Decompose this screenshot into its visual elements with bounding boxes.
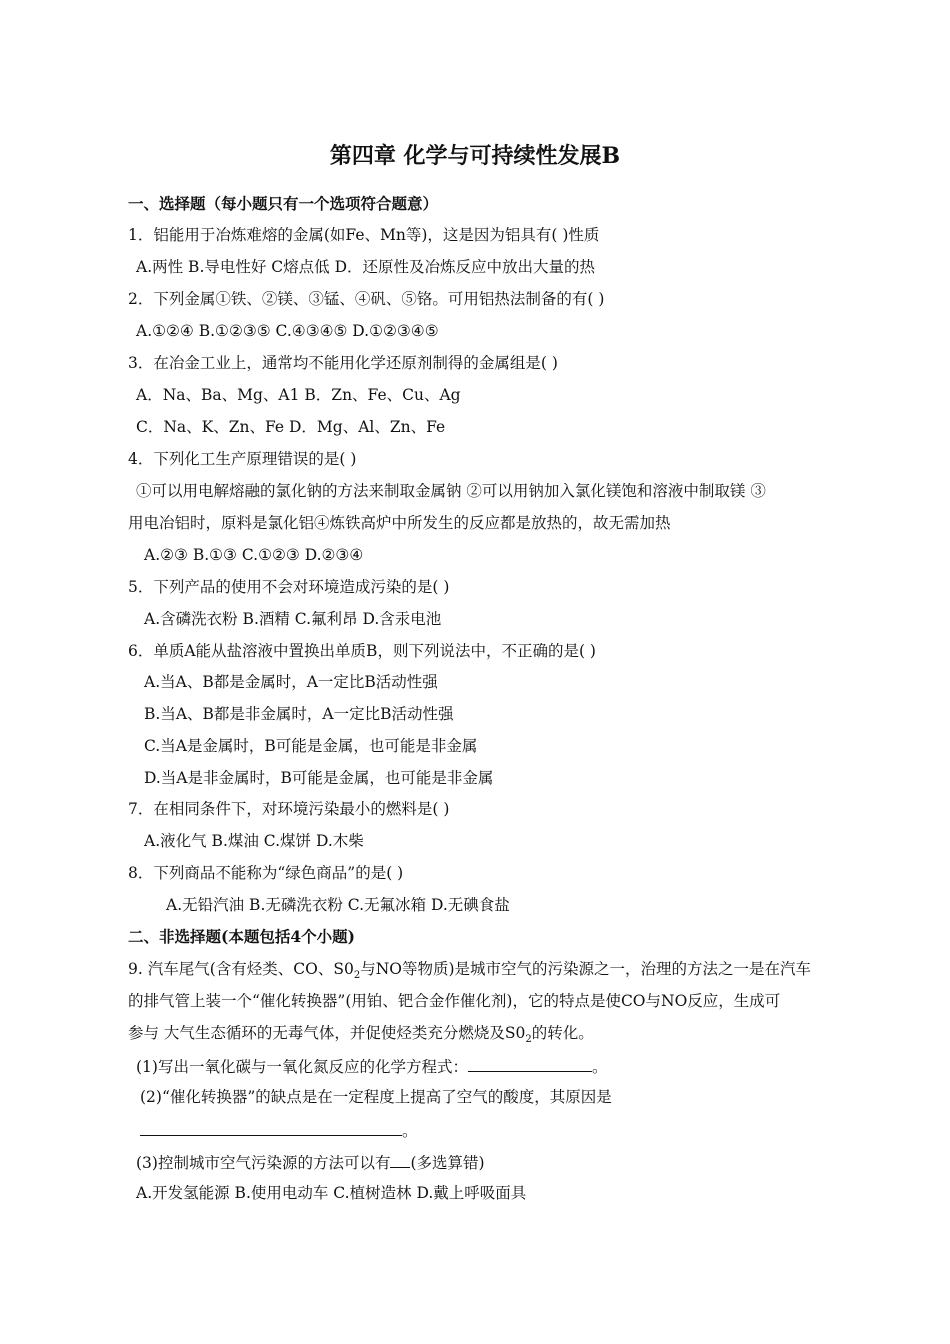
question-6-stem: 6．单质A能从盐溶液中置换出单质B，则下列说法中，不正确的是( )	[128, 642, 596, 660]
question-9-line2: 的排气管上装一个“催化转换器”(用铂、钯合金作催化剂)，它的特点是使CO与NO反应，生成可	[128, 992, 781, 1010]
page-title: 第四章 化学与可持续性发展B	[329, 143, 621, 169]
question-8-options: A.无铅汽油 B.无磷洗衣粉 C.无氟冰箱 D.无碘食盐	[166, 896, 510, 914]
question-7-options: A.液化气 B.煤油 C.煤饼 D.木柴	[144, 832, 364, 850]
subquestion-1-text: (1)写出一氧化碳与一氧化氮反应的化学方程式：	[136, 1058, 468, 1076]
question-5-options: A.含磷洗衣粉 B.酒精 C.氟利昂 D.含汞电池	[144, 610, 442, 628]
question-9-line1-text-a: 9. 汽车尾气(含有烃类、CO、S0	[128, 960, 354, 978]
question-6-option-d: D.当A是非金属时，B可能是金属，也可能是非金属	[144, 769, 494, 787]
question-3-stem: 3．在冶金工业上，通常均不能用化学还原剂制得的金属组是( )	[128, 354, 558, 372]
question-9-line1-text-b: 与NO等物质)是城市空气的污染源之一，治理的方法之一是在汽车	[360, 960, 812, 978]
section-heading-nonchoice: 二、非选择题(本题包括4个小题)	[128, 927, 355, 946]
question-5-stem: 5．下列产品的使用不会对环境造成污染的是( )	[128, 578, 450, 596]
section-heading-choice: 一、选择题（每小题只有一个选项符合题意）	[128, 194, 439, 213]
question-9-line3	[128, 1021, 594, 1045]
subquestion-1-end: 。	[591, 1058, 608, 1076]
subquestion-3-note: (多选算错)	[410, 1154, 485, 1172]
question-9-subquestion-2-answer	[140, 1117, 418, 1143]
subscript-2: 2	[353, 970, 361, 982]
question-4-body-line1: ①可以用电解熔融的氯化钠的方法来制取金属钠 ②可以用钠加入氯化镁饱和溶液中制取镁 ③	[136, 482, 766, 500]
question-9-subquestion-1	[136, 1053, 607, 1079]
question-9-subquestion-2: (2)“催化转换器”的缺点是在一定程度上提高了空气的酸度，其原因是	[140, 1088, 612, 1106]
subquestion-2-end: 。	[402, 1122, 418, 1140]
question-2-options: A.①②④ B.①②③⑤ C.④③④⑤ D.①②③④⑤	[136, 322, 439, 340]
question-6-option-c: C.当A是金属时，B可能是金属，也可能是非金属	[144, 737, 478, 755]
question-9-line3-text-a: 参与 大气生态循环的无毒气体，并促使烃类充分燃烧及S0	[128, 1024, 526, 1042]
question-8-stem: 8．下列商品不能称为“绿色商品”的是( )	[128, 864, 404, 882]
question-1-options: A.两性 B.导电性好 C熔点低 D．还原性及冶炼反应中放出大量的热	[136, 258, 596, 276]
question-2-stem: 2．下列金属①铁、②镁、③锰、④矾、⑤铬。可用铝热法制备的有( )	[128, 290, 605, 308]
question-4-stem: 4．下列化工生产原理错误的是( )	[128, 450, 357, 468]
question-6-option-a: A.当A、B都是金属时，A一定比B活动性强	[144, 673, 438, 691]
answer-blank-1[interactable]	[468, 1053, 592, 1072]
question-9-subquestion-3-options: A.开发氢能源 B.使用电动车 C.植树造林 D.戴上呼吸面具	[136, 1184, 527, 1202]
question-6-option-b: B.当A、B都是非金属时，A一定比B活动性强	[144, 705, 454, 723]
question-1-stem: 1．铝能用于冶炼难熔的金属(如Fe、Mn等)，这是因为铝具有( )性质	[128, 226, 600, 244]
subscript-2: 2	[525, 1034, 532, 1046]
question-9-line1	[128, 957, 811, 981]
question-9-line3-text-b: 的转化。	[531, 1024, 594, 1042]
question-7-stem: 7．在相同条件下，对环境污染最小的燃料是( )	[128, 800, 450, 818]
question-3-options-ab: A．Na、Ba、Mg、A1 B．Zn、Fe、Cu、Ag	[136, 386, 461, 404]
subquestion-3-text: (3)控制城市空气污染源的方法可以有	[136, 1154, 391, 1172]
question-3-options-cd: C．Na、K、Zn、Fe D．Mg、Al、Zn、Fe	[136, 418, 446, 436]
answer-blank-3[interactable]	[390, 1149, 410, 1168]
answer-blank-2[interactable]	[140, 1117, 402, 1136]
question-4-body-line2: 用电冶铝时，原料是氯化铝④炼铁高炉中所发生的反应都是放热的，故无需加热	[128, 514, 671, 532]
question-9-subquestion-3	[136, 1149, 485, 1175]
question-4-options: A.②③ B.①③ C.①②③ D.②③④	[144, 546, 364, 564]
